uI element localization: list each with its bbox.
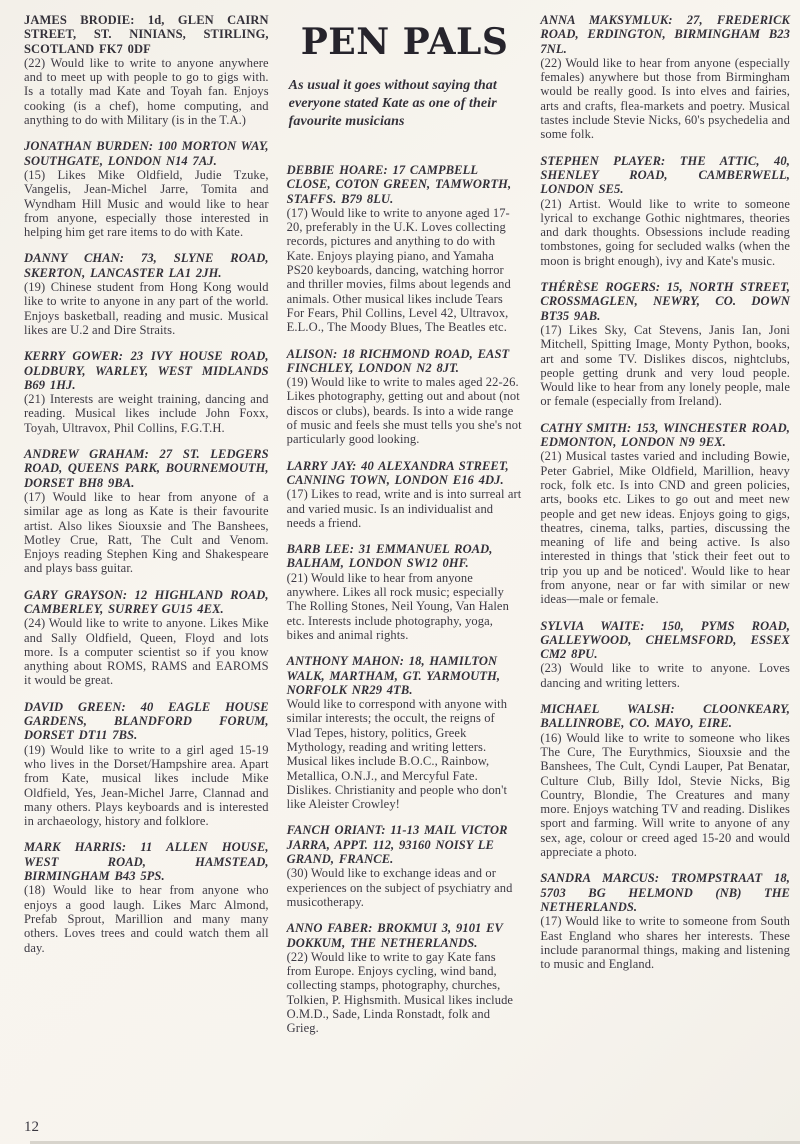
column-layout bbox=[24, 13, 790, 1048]
entry-header: BARB LEE: 31 EMMANUEL ROAD, BALHAM, LONDON SW12 0HF. bbox=[286, 542, 493, 571]
entry-header: SANDRA MARCUS: TROMPSTRAAT 18, 5703 BG HELMOND (NB) THE NETHERLANDS. bbox=[540, 871, 790, 914]
entry-header: DAVID GREEN: 40 EAGLE HOUSE GARDENS, BLANDFORD FORUM, DORSET DT11 7BS. bbox=[24, 699, 269, 743]
entry-header: ANNO FABER: BROKMUI 3, 9101 EV DOKKUM, THE NETHERLANDS. bbox=[286, 921, 503, 950]
pen-pal-entry bbox=[287, 654, 523, 811]
entry-body: (21) Interests are weight training, dancing and reading. Musical likes include John Foxx, Toyah, Ultravox, Phil Collins, F.G.T.H. bbox=[24, 392, 269, 435]
entry-header: ANTHONY MAHON: 18, HAMILTON WALK, MARTHAM, GT. YARMOUTH, NORFOLK NR29 4TB. bbox=[286, 654, 501, 697]
pen-pal-entry bbox=[24, 447, 269, 576]
entry-body: (22) Would like to write to anyone anywhere and to meet up with people to go to gigs with. Is a totally mad Kate and Toyah fan. Enjoys cooking (is a chef), home computing, and anything to do with Military (is in the T.A.) bbox=[24, 55, 269, 128]
pen-pal-entry bbox=[287, 823, 523, 909]
entry-body: (18) Would like to hear from anyone who enjoys a good laugh. Likes Marc Almond, Prefab Sprout, Marillion and many many others. Loves trees and could watch them all day. bbox=[24, 883, 269, 955]
entry-body: (21) Musical tastes varied and including Bowie, Peter Gabriel, Mike Oldfield, Marillion, heavy rock, folk etc. Is into CND and green policies, arts, books etc. Likes to go out and meet new people and get new ideas. Enjoys going to gigs, theatres, cinema, talks, parties, discussing the meaning of life and being active. Is also interested in things that 'stick their feet out to trip you up and be noticed'. Would like to hear from anyone, near or far with similar or new ideas—male or female. bbox=[540, 449, 790, 607]
pen-pal-entry bbox=[24, 251, 269, 337]
page-number: 12 bbox=[24, 1119, 39, 1135]
entry-body: (24) Would like to write to anyone. Likes Mike and Sally Oldfield, Queen, Floyd and lots more. Is a computer scientist so if you know anything about ROMS, RAMS and EAROMS it would be great. bbox=[24, 616, 269, 688]
entry-body: Would like to correspond with anyone with similar interests; the occult, the reigns of Vlad Tepes, history, politics, Greek Mythology, reading and writing letters. Musical likes include B.O.C., Rainbow, Metallica, O.N.J., and Mercyful Fate. Dislikes. Christianity and people who don't like Aleister Crowley! bbox=[286, 697, 508, 812]
entry-header: ANDREW GRAHAM: 27 ST. LEDGERS ROAD, QUEENS PARK, BOURNEMOUTH, DORSET BH8 9BA. bbox=[24, 447, 269, 490]
entry-header: THÉRÈSE ROGERS: 15, NORTH STREET, CROSSMAGLEN, NEWRY, CO. DOWN BT35 9AB. bbox=[540, 280, 790, 323]
entry-body: (17) Would like to hear from anyone of a similar age as long as Kate is their favourite artist. Also likes Siouxsie and The Banshees, Motley Crue, Ratt, The Cult and Venom. Enjoys reading Stephen King and Shakespeare and plays bass guitar. bbox=[24, 489, 269, 576]
entry-body: (23) Would like to write to anyone. Loves dancing and writing letters. bbox=[540, 661, 790, 690]
entry-header: KERRY GOWER: 23 IVY HOUSE ROAD, OLDBURY, WARLEY, WEST MIDLANDS B69 1HJ. bbox=[24, 349, 269, 392]
entry-body: (21) Artist. Would like to write to someone lyrical to exchange Gothic nightmares, theories and dark thoughts. Obsessions include reading tombstones, going for secluded walks (when the moon is bright enough), ivy and Kate's music. bbox=[540, 196, 790, 268]
pen-pal-entry bbox=[24, 13, 269, 127]
pen-pal-entry bbox=[24, 588, 269, 688]
pen-pal-entry bbox=[24, 840, 269, 954]
entry-header: CATHY SMITH: 153, WINCHESTER ROAD, EDMONTON, LONDON N9 9EX. bbox=[540, 420, 790, 450]
entry-header: ANNA MAKSYMLUK: 27, FREDERICK ROAD, ERDINGTON, BIRMINGHAM B23 7NL. bbox=[540, 13, 790, 56]
entry-body: (30) Would like to exchange ideas and or experiences on the subject of psychiatry and musicotherapy. bbox=[286, 866, 513, 909]
entry-body: (17) Would like to write to anyone aged 17-20, preferably in the U.K. Loves collecting records, pictures and anything to do with Kate. Enjoys playing piano, and Yamaha PS20 keyboards, dancing, watching horror and thriller movies, films about legends and animals. Other musical likes include Tears For Fears, Phil Collins, Level 42, Ultravox, E.L.O., The Moody Blues, The Beatles etc. bbox=[286, 205, 511, 335]
pen-pal-entry bbox=[540, 421, 790, 607]
page-title: PEN PALS bbox=[300, 21, 509, 63]
pen-pal-entry bbox=[287, 921, 523, 1035]
pen-pal-entry bbox=[540, 13, 790, 142]
pen-pal-entry bbox=[540, 871, 790, 971]
entry-body: (17) Likes Sky, Cat Stevens, Janis Ian, Joni Mitchell, Spitting Image, Monty Python, books, art and some TV. Dislikes discos, nightclubs, people getting drunk and very loud people. Would like to hear from any lonely people, male or female (especially from Ireland). bbox=[540, 322, 790, 409]
column-left bbox=[24, 13, 269, 1048]
entry-body: (22) Would like to hear from anyone (especially females) anywhere but those from Birmingham would be really good. Is into elves and fairies, arts and crafts, flea-markets and poetry. Musical tastes include Stevie Nicks, 60's psychedelia and some folk. bbox=[540, 55, 790, 142]
entry-header: STEPHEN PLAYER: THE ATTIC, 40, SHENLEY ROAD, CAMBERWELL, LONDON SE5. bbox=[540, 153, 790, 197]
entry-body: (17) Likes to read, write and is into surreal art and varied music. Is an individualist and needs a friend. bbox=[286, 487, 522, 530]
entry-body: (17) Would like to write to someone from South East England who shares her interests. These include paranormal things, making and listening to music and England. bbox=[540, 914, 790, 972]
pen-pal-entry bbox=[540, 619, 790, 690]
column-right bbox=[540, 13, 790, 1048]
pen-pal-entry bbox=[287, 459, 523, 530]
entry-body: (21) Would like to hear from anyone anywhere. Likes all rock music; especially The Rolling Stones, Neil Young, Van Halen etc. Interests include photography, yoga, bikes and animal rights. bbox=[286, 570, 509, 642]
pen-pal-entry bbox=[540, 280, 790, 409]
pen-pal-entry bbox=[24, 700, 269, 829]
pen-pal-entry bbox=[540, 154, 790, 268]
pen-pal-entry bbox=[24, 349, 269, 435]
entry-header: SYLVIA WAITE: 150, PYMS ROAD, GALLEYWOOD, CHELMSFORD, ESSEX CM2 8PU. bbox=[540, 618, 790, 662]
pen-pal-entry bbox=[287, 347, 523, 447]
entry-header: JONATHAN BURDEN: 100 MORTON WAY, SOUTHGATE, LONDON N14 7AJ. bbox=[24, 139, 269, 168]
entry-header: JAMES BRODIE: 1d, GLEN CAIRN STREET, ST. NINIANS, STIRLING, SCOTLAND FK7 0DF bbox=[24, 13, 269, 56]
entry-header: LARRY JAY: 40 ALEXANDRA STREET, CANNING TOWN, LONDON E16 4DJ. bbox=[286, 458, 509, 487]
entry-body: (22) Would like to write to gay Kate fans from Europe. Enjoys cycling, wind band, collecting stamps, photography, churches, Tolkien, P. Highsmith. Musical likes include O.M.D., Sade, Linda Ronstadt, folk and Grieg. bbox=[286, 949, 514, 1036]
entry-header: MARK HARRIS: 11 ALLEN HOUSE, WEST ROAD, HAMSTEAD, BIRMINGHAM B43 5PS. bbox=[24, 840, 269, 884]
entry-header: FANCH ORIANT: 11-13 MAIL VICTOR JARRA, APPT. 112, 93160 NOISY LE GRAND, FRANCE. bbox=[286, 823, 508, 867]
column-center bbox=[287, 13, 523, 1048]
column-right-entries bbox=[540, 13, 790, 971]
column-left-entries bbox=[24, 13, 269, 955]
entry-header: GARY GRAYSON: 12 HIGHLAND ROAD, CAMBERLEY, SURREY GU15 4EX. bbox=[24, 587, 269, 616]
intro-text: As usual it goes without saying that everyone stated Kate as one of their favourite musicians bbox=[288, 78, 497, 129]
entry-header: ALISON: 18 RICHMOND ROAD, EAST FINCHLEY, LONDON N2 8JT. bbox=[286, 346, 510, 375]
pen-pal-entry bbox=[287, 542, 523, 642]
entry-header: DANNY CHAN: 73, SLYNE ROAD, SKERTON, LANCASTER LA1 2JH. bbox=[24, 251, 269, 280]
pen-pal-entry bbox=[287, 163, 523, 335]
entry-header: DEBBIE HOARE: 17 CAMPBELL CLOSE, COTON GREEN, TAMWORTH, STAFFS. B79 8LU. bbox=[286, 163, 512, 206]
entry-body: (15) Likes Mike Oldfield, Judie Tzuke, Vangelis, Jean-Michel Jarre, Tomita and Wyndham Hill Music and would like to hear from anyone, especially those interested in helping him get rare items to do with Kate. bbox=[24, 167, 269, 240]
entry-body: (19) Would like to write to males aged 22-26. Likes photography, getting out and about (not discos or clubs), beards. Is into a wide range of music and feels she must tells you she's not particularly good looking. bbox=[286, 375, 522, 447]
entry-body: (19) Chinese student from Hong Kong would like to write to anyone in any part of the world. Enjoys basketball, reading and music. Musical likes are U.2 and Dire Straits. bbox=[24, 280, 269, 337]
pen-pal-entry bbox=[540, 702, 790, 859]
pen-pal-entry bbox=[24, 139, 269, 239]
entry-header: MICHAEL WALSH: CLOONKEARY, BALLINROBE, CO. MAYO, EIRE. bbox=[540, 702, 790, 731]
entry-body: (16) Would like to write to someone who likes The Cure, The Eurythmics, Siouxsie and the Banshees, The Cult, Cyndi Lauper, Pat Benatar, Culture Club, Billy Idol, Stevie Nicks, Big Country, Blondie, The Creatures and many more. Enjoys watching TV and reading. Dislikes sport and farming. Will write to anyone of any sex, age, colour or creed aged 15-20 and would appreciate a photo. bbox=[540, 730, 790, 860]
entry-body: (19) Would like to write to a girl aged 15-19 who lives in the Dorset/Hampshire area. Apart from Kate, musical likes include Mike Oldfield, Yes, Jean-Michel Jarre, Clannad and many others. Plays keyboards and is interested in archaeology, history and folklore. bbox=[24, 742, 269, 829]
column-center-entries bbox=[287, 163, 523, 1036]
